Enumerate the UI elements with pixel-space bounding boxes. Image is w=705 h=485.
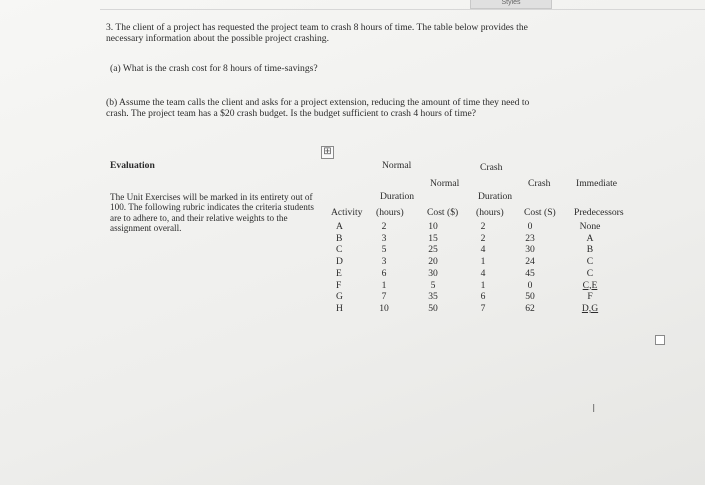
text-cursor-icon: I xyxy=(592,402,596,415)
header-normal-cost: Cost ($) xyxy=(427,207,459,218)
cell-normal-cost: 50 xyxy=(428,302,438,314)
header-predecessors: Predecessors xyxy=(574,207,624,218)
header-duration-normal: Duration xyxy=(380,191,415,202)
cell-predecessors: A xyxy=(586,232,594,244)
cell-crash-duration: 4 xyxy=(480,244,486,256)
header-crash-group: Crash xyxy=(480,162,503,173)
cell-activity: A xyxy=(336,221,343,232)
header-crash-sub: Crash xyxy=(528,178,551,189)
cell-predecessors: None xyxy=(579,221,601,232)
evaluation-title: Evaluation xyxy=(110,160,155,171)
header-normal-sub: Normal xyxy=(430,178,460,189)
cell-activity: E xyxy=(336,267,342,279)
question-part-b-line-1: (b) Assume the team calls the client and asks for a project extension, reducing the amount of time they need to xyxy=(106,97,530,108)
cell-predecessors: C,E xyxy=(582,279,598,291)
cell-normal-cost: 20 xyxy=(428,256,438,268)
question-line-1: 3. The client of a project has requested the project team to crash 8 hours of time. The table below provides the xyxy=(106,22,528,33)
cell-crash-cost: 50 xyxy=(525,291,535,303)
cell-normal-cost: 35 xyxy=(428,291,438,303)
cell-normal-cost: 30 xyxy=(428,267,438,279)
cell-normal-duration: 7 xyxy=(381,291,387,303)
cell-crash-duration: 6 xyxy=(480,291,486,303)
header-duration-crash: Duration xyxy=(478,191,513,202)
cell-crash-duration: 2 xyxy=(480,232,486,244)
cell-crash-duration: 4 xyxy=(480,267,486,279)
checkbox[interactable] xyxy=(655,335,665,345)
cell-crash-cost: 23 xyxy=(525,232,535,244)
header-normal-group: Normal xyxy=(382,160,412,171)
cell-crash-cost: 24 xyxy=(525,256,535,268)
cell-predecessors: B xyxy=(586,244,594,256)
cell-crash-cost: 0 xyxy=(527,279,533,291)
cell-crash-duration: 1 xyxy=(480,256,486,268)
cell-crash-cost: 62 xyxy=(525,302,535,314)
question-part-a: (a) What is the crash cost for 8 hours of time-savings? xyxy=(110,63,318,74)
cell-activity: H xyxy=(336,302,343,314)
cell-activity: F xyxy=(336,279,342,291)
header-crash-hours: (hours) xyxy=(476,207,504,218)
add-table-icon[interactable]: ⊞ xyxy=(321,146,334,159)
page-top-rule xyxy=(100,9,705,10)
styles-tab[interactable]: Styles xyxy=(470,0,552,9)
header-immediate: Immediate xyxy=(576,178,618,189)
cell-normal-duration: 3 xyxy=(381,232,387,244)
cell-normal-duration: 5 xyxy=(381,244,387,256)
cell-crash-cost: 45 xyxy=(525,267,535,279)
evaluation-body: The Unit Exercises will be marked in its entirety out of 100. The following rubric indicates the criteria students are to adhere to, and their relative weights to the assignment overall. xyxy=(110,192,314,233)
header-activity: Activity xyxy=(331,207,363,218)
cell-normal-cost: 25 xyxy=(428,244,438,256)
cell-normal-duration: 3 xyxy=(381,256,387,268)
cell-predecessors: F xyxy=(587,291,593,303)
cell-activity: G xyxy=(336,291,343,303)
cell-normal-duration: 2 xyxy=(381,221,387,232)
cell-activity: B xyxy=(336,232,343,244)
question-line-2: necessary information about the possible project crashing. xyxy=(106,33,329,44)
cell-crash-cost: 0 xyxy=(527,221,533,232)
cell-normal-duration: 1 xyxy=(381,279,387,291)
question-part-b-line-2: crash. The project team has a $20 crash budget. Is the budget sufficient to crash 4 hours of time? xyxy=(106,108,476,119)
cell-normal-cost: 5 xyxy=(430,279,436,291)
cell-predecessors: C xyxy=(586,267,594,279)
header-normal-hours: (hours) xyxy=(376,207,404,218)
cell-crash-duration: 2 xyxy=(480,221,486,232)
header-crash-cost: Cost (S) xyxy=(524,207,556,218)
cell-crash-duration: 7 xyxy=(480,302,486,314)
cell-normal-duration: 6 xyxy=(381,267,387,279)
cell-normal-duration: 10 xyxy=(379,302,389,314)
cell-predecessors: C xyxy=(586,256,594,268)
cell-activity: D xyxy=(336,256,343,268)
cell-normal-cost: 10 xyxy=(428,221,438,232)
cell-normal-cost: 15 xyxy=(428,232,438,244)
cell-crash-cost: 30 xyxy=(525,244,535,256)
cell-crash-duration: 1 xyxy=(480,279,486,291)
cell-activity: C xyxy=(336,244,343,256)
cell-predecessors: D,G xyxy=(581,302,599,314)
